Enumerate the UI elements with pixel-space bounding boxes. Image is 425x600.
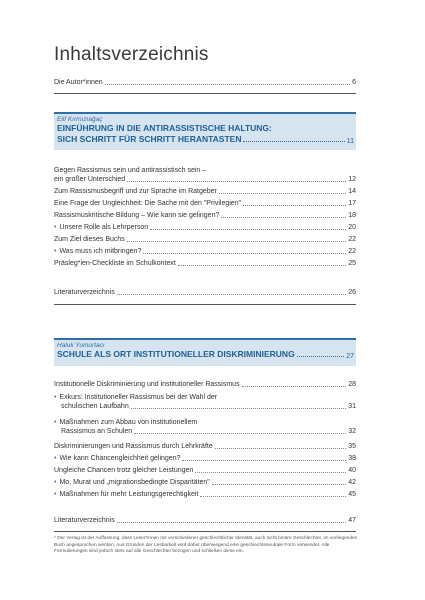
toc-entry-bibliography[interactable] — [54, 288, 356, 297]
toc-entry[interactable] — [61, 427, 356, 436]
toc-entry[interactable] — [54, 454, 356, 463]
section-header-2[interactable] — [54, 338, 356, 366]
toc-entry[interactable] — [54, 478, 356, 487]
toc-entry-page: 18 — [348, 212, 356, 219]
section-title: SCHULE ALS ORT INSTITUTIONELLER DISKRIMINIERUNG — [57, 349, 295, 359]
bullet-icon: • — [54, 224, 57, 231]
leader-dots — [242, 386, 347, 387]
divider — [54, 93, 356, 94]
toc-entry-label: schulischen Laufbahn — [61, 403, 129, 410]
toc-entry-label: Institutionelle Diskriminierung und institutioneller Rassismus — [54, 381, 240, 388]
leader-dots — [117, 522, 347, 523]
section-page: 11 — [346, 138, 354, 145]
toc-entry-label: Diskriminierungen und Rassismus durch Lehrkräfte — [54, 443, 213, 450]
leader-dots — [243, 141, 344, 142]
toc-entry-page: 35 — [348, 443, 356, 450]
toc-entry[interactable] — [54, 199, 356, 208]
leader-dots — [182, 460, 346, 461]
leader-dots — [127, 241, 346, 242]
section-author: Elif Kırmızıağaç — [57, 116, 103, 123]
section-header-1[interactable] — [54, 112, 356, 150]
toc-entry-label: Präsleg*ien-Checkliste im Schulkontext — [54, 260, 176, 267]
toc-entry[interactable] — [54, 223, 356, 232]
leader-dots — [221, 217, 346, 218]
leader-dots — [195, 472, 346, 473]
toc-entry-label: Zum Rassismusbegriff und zur Sprache im Ratgeber — [54, 188, 217, 195]
bullet-icon: • — [54, 455, 57, 462]
toc-entry-page: 26 — [348, 289, 356, 296]
leader-dots — [134, 433, 346, 434]
toc-entry-label: Zum Ziel dieses Buchs — [54, 236, 125, 243]
toc-entry-page: 40 — [348, 467, 356, 474]
bullet-icon: • — [54, 491, 57, 498]
toc-entry-authors[interactable] — [54, 78, 356, 87]
section-page: 27 — [346, 353, 354, 360]
toc-entry-page: 38 — [348, 455, 356, 462]
toc-entry-page: 42 — [348, 479, 356, 486]
footnote: * Der Verlag ist der Auffassung, dass Leser*innen mit verschiedener geschlechtlicher Identität, auch nicht binäre Geschlechter, im vorliegenden Buch angesprochen werden. Aus Gründen der Lesbarkeit wird daher überwiegend eine geschlechtsneutrale Form verwendet. Alle Formulierungen sind jedoch stets auf alle Geschlechter bezogen und schließen diese ein. — [54, 536, 358, 554]
toc-entry-bibliography[interactable] — [54, 516, 356, 525]
toc-entry[interactable] — [54, 235, 356, 244]
toc-entry[interactable] — [61, 402, 356, 411]
leader-dots — [117, 294, 347, 295]
section-title-line2: SICH SCHRITT FÜR SCHRITT HERANTASTEN — [57, 134, 242, 144]
divider — [54, 304, 356, 305]
toc-entry[interactable] — [54, 466, 356, 475]
bullet-icon: • — [54, 248, 57, 255]
toc-entry-page: 22 — [348, 248, 356, 255]
toc-entry-label[interactable]: Gegen Rassismus sein und antirassistisch sein – — [54, 167, 207, 174]
leader-dots — [200, 496, 346, 497]
leader-dots — [127, 181, 346, 182]
leader-dots — [131, 408, 346, 409]
toc-entry-label: Ungleiche Chancen trotz gleicher Leistungen — [54, 467, 194, 474]
bullet-icon: • — [54, 394, 57, 401]
toc-entry-page: 31 — [348, 403, 356, 410]
section-title-row — [54, 349, 356, 360]
leader-dots — [212, 484, 346, 485]
toc-entry-label: Wie kann Chancengleichheit gelingen? — [59, 455, 181, 462]
leader-dots — [243, 205, 346, 206]
leader-dots — [178, 265, 346, 266]
leader-dots — [143, 253, 346, 254]
section-author: Haluk Yumurtacı — [57, 342, 105, 349]
toc-entry-label[interactable]: • Maßnahmen zum Abbau von institutionellem — [54, 419, 198, 426]
toc-entry[interactable] — [54, 187, 356, 196]
toc-entry-page: 22 — [348, 236, 356, 243]
toc-entry-label: Mo, Murat und „migrationsbedingte Disparitäten" — [59, 479, 210, 486]
leader-dots — [215, 448, 346, 449]
divider — [54, 531, 356, 532]
toc-entry-page: 47 — [348, 517, 356, 524]
toc-entry-page: 25 — [348, 260, 356, 267]
toc-entry[interactable] — [54, 380, 356, 389]
toc-entry[interactable] — [54, 247, 356, 256]
toc-entry-label: Die Autor*innen — [54, 79, 103, 86]
toc-entry[interactable] — [54, 175, 356, 184]
toc-entry-page: 45 — [348, 491, 356, 498]
toc-entry-page: 28 — [348, 381, 356, 388]
toc-entry-label[interactable]: • Exkurs: Institutioneller Rassismus bei der Wahl der — [54, 394, 218, 401]
leader-dots — [105, 84, 350, 85]
toc-entry-label: Rassismus an Schulen — [61, 428, 133, 435]
bullet-icon: • — [54, 479, 57, 486]
toc-entry-label: Maßnahmen für mehr Leistungsgerechtigkeit — [59, 491, 199, 498]
toc-entry-page: 32 — [348, 428, 356, 435]
toc-entry-label: Literaturverzeichnis — [54, 289, 115, 296]
toc-entry-label: Literaturverzeichnis — [54, 517, 115, 524]
toc-entry[interactable] — [54, 442, 356, 451]
toc-entry[interactable] — [54, 490, 356, 499]
leader-dots — [219, 193, 346, 194]
bullet-icon: • — [54, 419, 57, 426]
toc-entry-page: 6 — [352, 79, 356, 86]
toc-entry-page: 12 — [348, 176, 356, 183]
toc-entry-label: Was muss ich mitbringen? — [59, 248, 142, 255]
toc-entry-label: Unsere Rolle als Lehrperson — [59, 224, 149, 231]
toc-entry-page: 14 — [348, 188, 356, 195]
toc-entry-page: 17 — [348, 200, 356, 207]
section-title-row — [54, 134, 356, 145]
leader-dots — [297, 356, 345, 357]
toc-entry-page: 20 — [348, 224, 356, 231]
toc-entry[interactable] — [54, 259, 356, 268]
toc-entry-label: ein großer Unterschied — [54, 176, 126, 183]
section-title-line1: EINFÜHRUNG IN DIE ANTIRASSISTISCHE HALTUNG: — [57, 123, 272, 133]
leader-dots — [150, 229, 346, 230]
toc-entry-label: Rassismuskritische Bildung – Wie kann sie gelingen? — [54, 212, 220, 219]
toc-entry[interactable] — [54, 211, 356, 220]
toc-entry-label: Eine Frage der Ungleichheit: Die Sache mit den "Privilegien" — [54, 200, 242, 207]
page-title: Inhaltsverzeichnis — [54, 44, 209, 65]
